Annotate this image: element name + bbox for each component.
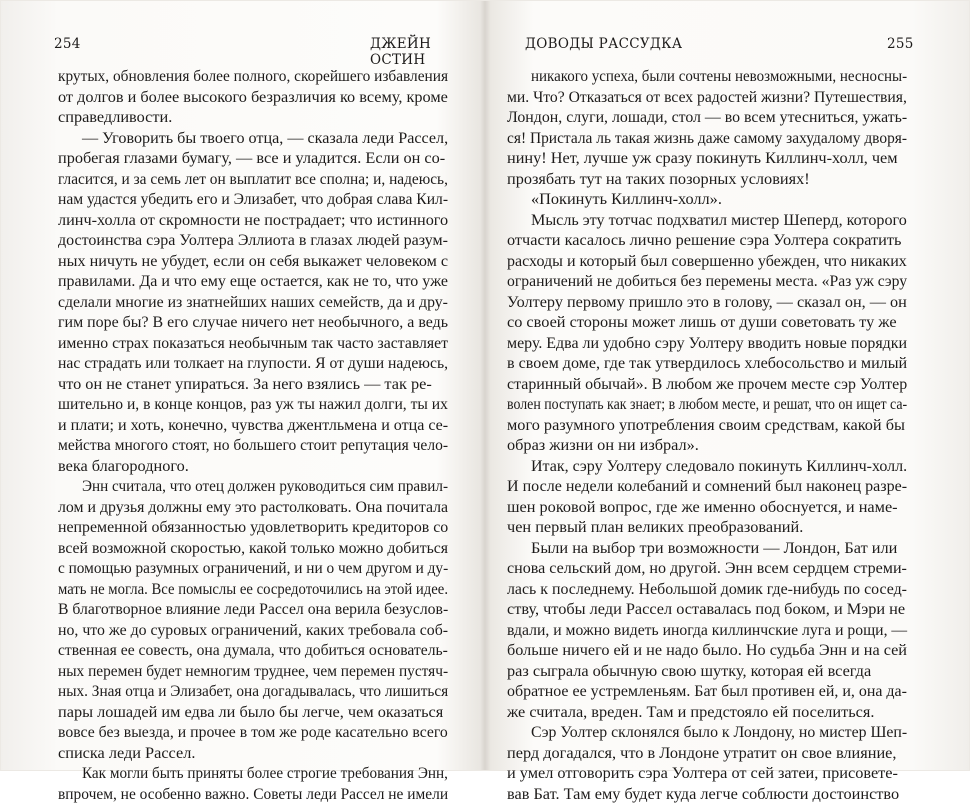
text-line: нам удастся убедить его и Элизабет, что добрая слава Кил- <box>58 189 448 210</box>
text-line: крутых, обновления более полного, скорейшего избавления <box>58 66 448 87</box>
text-line: меру. Едва ли удобно сэру Уолтеру вводить новые порядки <box>507 333 907 354</box>
text-line: В благотворное влияние леди Рассел она верила безуслов- <box>58 599 448 620</box>
text-line: мать не могла. Все помыслы ее сосредоточились на этой идее. <box>58 579 448 600</box>
text-line: лом и друзья должны ему это растолковать. Она почитала <box>58 497 448 518</box>
text-line: лась к последнему. Небольшой домик где-нибудь по сосед- <box>507 579 907 600</box>
text-line: пробегая глазами бумагу, — все и уладится. Если он со- <box>58 148 448 169</box>
text-line: впрочем, не особенно важно. Советы леди Рассел не имели <box>58 784 448 804</box>
text-line: от долгов и более высокого безразличия ко всему, кроме <box>58 87 448 108</box>
text-line: расходы и который был совершенно убежден, что никаких <box>507 251 907 272</box>
text-line: Мысль эту тотчас подхватил мистер Шеперд, которого <box>507 210 907 231</box>
text-line: со своей стороны может лишь от души советовать ту же <box>507 312 907 333</box>
text-line: шен роковой вопрос, где же именно обоснуется, и наме- <box>507 497 907 518</box>
text-line: — Уговорить бы твоего отца, — сказала леди Рассел, <box>58 128 448 149</box>
text-line: мого разумного употребления своим средствам, какой бы <box>507 415 907 436</box>
text-line: вав Бат. Там ему будет куда легче соблюсти достоинство <box>507 784 907 804</box>
text-line: вовсе без выезда, и прочее в том же роде касательно всего <box>58 722 448 743</box>
text-line: Были на выбор три возможности — Лондон, Бат или <box>507 538 907 559</box>
text-line: гласится, и за семь лет он выплатит все сполна; и, надеюсь, <box>58 169 448 190</box>
text-line: перд догадался, что в Лондоне утратит он свое влияние, <box>507 743 907 764</box>
text-line: линч-холла от скромности не пострадает; что истинного <box>58 210 448 231</box>
text-line: больше ничего ей и не надо было. Но судьба Энн и на сей <box>507 640 907 661</box>
left-page <box>0 0 485 771</box>
text-line: сделали многие из знатнейших наших семейств, да и дру- <box>58 292 448 313</box>
text-line: но, что же до суровых ограничений, каких требовала соб- <box>58 620 448 641</box>
text-line: ству, чтобы леди Рассел оставалась под боком, и Мэри не <box>507 599 907 620</box>
text-line: Энн считала, что отец должен руководиться сим правил- <box>58 476 448 497</box>
text-line: именно страх показаться необычным так часто заставляет <box>58 333 448 354</box>
text-line: и плати; и хоть, конечно, чувства джентльмена и отца се- <box>58 415 448 436</box>
text-line: правилами. Да и что ему еще остается, как не то, что уже <box>58 271 448 292</box>
text-line: снова сельский дом, но другой. Энн всем сердцем стреми- <box>507 558 907 579</box>
text-line: волен поступать как знает; в любом месте, и решат, что он ищет са- <box>507 394 907 415</box>
text-line: списка леди Рассел. <box>58 743 448 764</box>
text-line: и умел отговорить сэра Уолтера от сей затеи, присовете- <box>507 763 907 784</box>
text-line: нас страдать или толкает на глупости. Я от души надеюсь, <box>58 353 448 374</box>
right-running-head: ДОВОДЫ РАССУДКА <box>525 36 682 52</box>
text-line: Итак, сэру Уолтеру следовало покинуть Киллинч-холл. <box>507 456 907 477</box>
text-line: в своем доме, где так утвердилось хлебосольство и милый <box>507 353 907 374</box>
text-line: вдали, и можно видеть иногда киллинчские луга и рощи, — <box>507 620 907 641</box>
text-line: ных перемен будет немногим труднее, чем перемен пустяч- <box>58 661 448 682</box>
text-line: Лондон, слуги, лошади, стол — во всем утесниться, ужать- <box>507 107 907 128</box>
text-line: ограничений не добиться без перемены места. «Раз уж сэру <box>507 271 907 292</box>
text-line: ных ничуть не убудет, если он себя выкажет человеком с <box>58 251 448 272</box>
text-line: прозябать тут на таких позорных условиях! <box>507 169 907 190</box>
right-page-text <box>507 66 907 804</box>
text-line: всей возможной скоростью, какой только можно добиться <box>58 538 448 559</box>
text-line: достоинства сэра Уолтера Эллиота в глазах людей разум- <box>58 230 448 251</box>
text-line: Сэр Уолтер склонялся было к Лондону, но мистер Шеп- <box>507 722 907 743</box>
left-page-number: 254 <box>54 36 81 52</box>
text-line: что он не станет упираться. За него взялись — так ре- <box>58 374 448 395</box>
right-page <box>485 0 970 771</box>
text-line: чен первый план великих преобразований. <box>507 517 907 538</box>
right-page-number: 255 <box>887 36 914 52</box>
text-line: шительно и, в конце концов, раз уж ты нажил долги, ты их <box>58 394 448 415</box>
text-line: нину! Нет, лучше уж сразу покинуть Киллинч-холл, чем <box>507 148 907 169</box>
text-line: отчасти касалось лично решение сэра Уолтера сократить <box>507 230 907 251</box>
text-line: раз сыграла обычную свою шутку, которая ей всегда <box>507 661 907 682</box>
text-line: непременной обязанностью удовлетворить кредиторов со <box>58 517 448 538</box>
text-line: ственная ее совесть, она думала, что добиться основатель- <box>58 640 448 661</box>
text-line: старинный обычай». В любом же прочем месте сэр Уолтер <box>507 374 907 395</box>
text-line: с помощью разумных ограничений, и ни о чем другом и ду- <box>58 558 448 579</box>
text-line: века благородного. <box>58 456 448 477</box>
text-line: пары лошадей им едва ли было бы легче, чем оказаться <box>58 702 448 723</box>
text-line: ных. Зная отца и Элизабет, она догадывалась, что лишиться <box>58 681 448 702</box>
text-line: образ жизни он ни избрал». <box>507 435 907 456</box>
text-line: ся! Пристала ль такая жизнь даже самому захудалому дворя- <box>507 128 907 149</box>
text-line: же считала, вреден. Там и предстояло ей поселиться. <box>507 702 907 723</box>
text-line: Как могли быть приняты более строгие требования Энн, <box>58 763 448 784</box>
text-line: «Покинуть Киллинч-холл». <box>507 189 907 210</box>
text-line: мейства многого стоят, но большего стоит репутация чело- <box>58 435 448 456</box>
text-line: ми. Что? Отказаться от всех радостей жизни? Путешествия, <box>507 87 907 108</box>
text-line: обратное ее устремленьям. Бат был противен ей, и, она да- <box>507 681 907 702</box>
left-page-text <box>58 66 448 804</box>
text-line: Уолтеру первому пришло это в голову, — сказал он, — он <box>507 292 907 313</box>
text-line: И после недели колебаний и сомнений был наконец разре- <box>507 476 907 497</box>
text-line: справедливости. <box>58 107 448 128</box>
text-line: никакого успеха, были сочтены невозможными, несносны- <box>507 66 907 87</box>
text-line: гим поре бы? В его случае ничего нет необычного, а ведь <box>58 312 448 333</box>
left-running-head: ДЖЕЙН ОСТИН <box>370 36 485 68</box>
